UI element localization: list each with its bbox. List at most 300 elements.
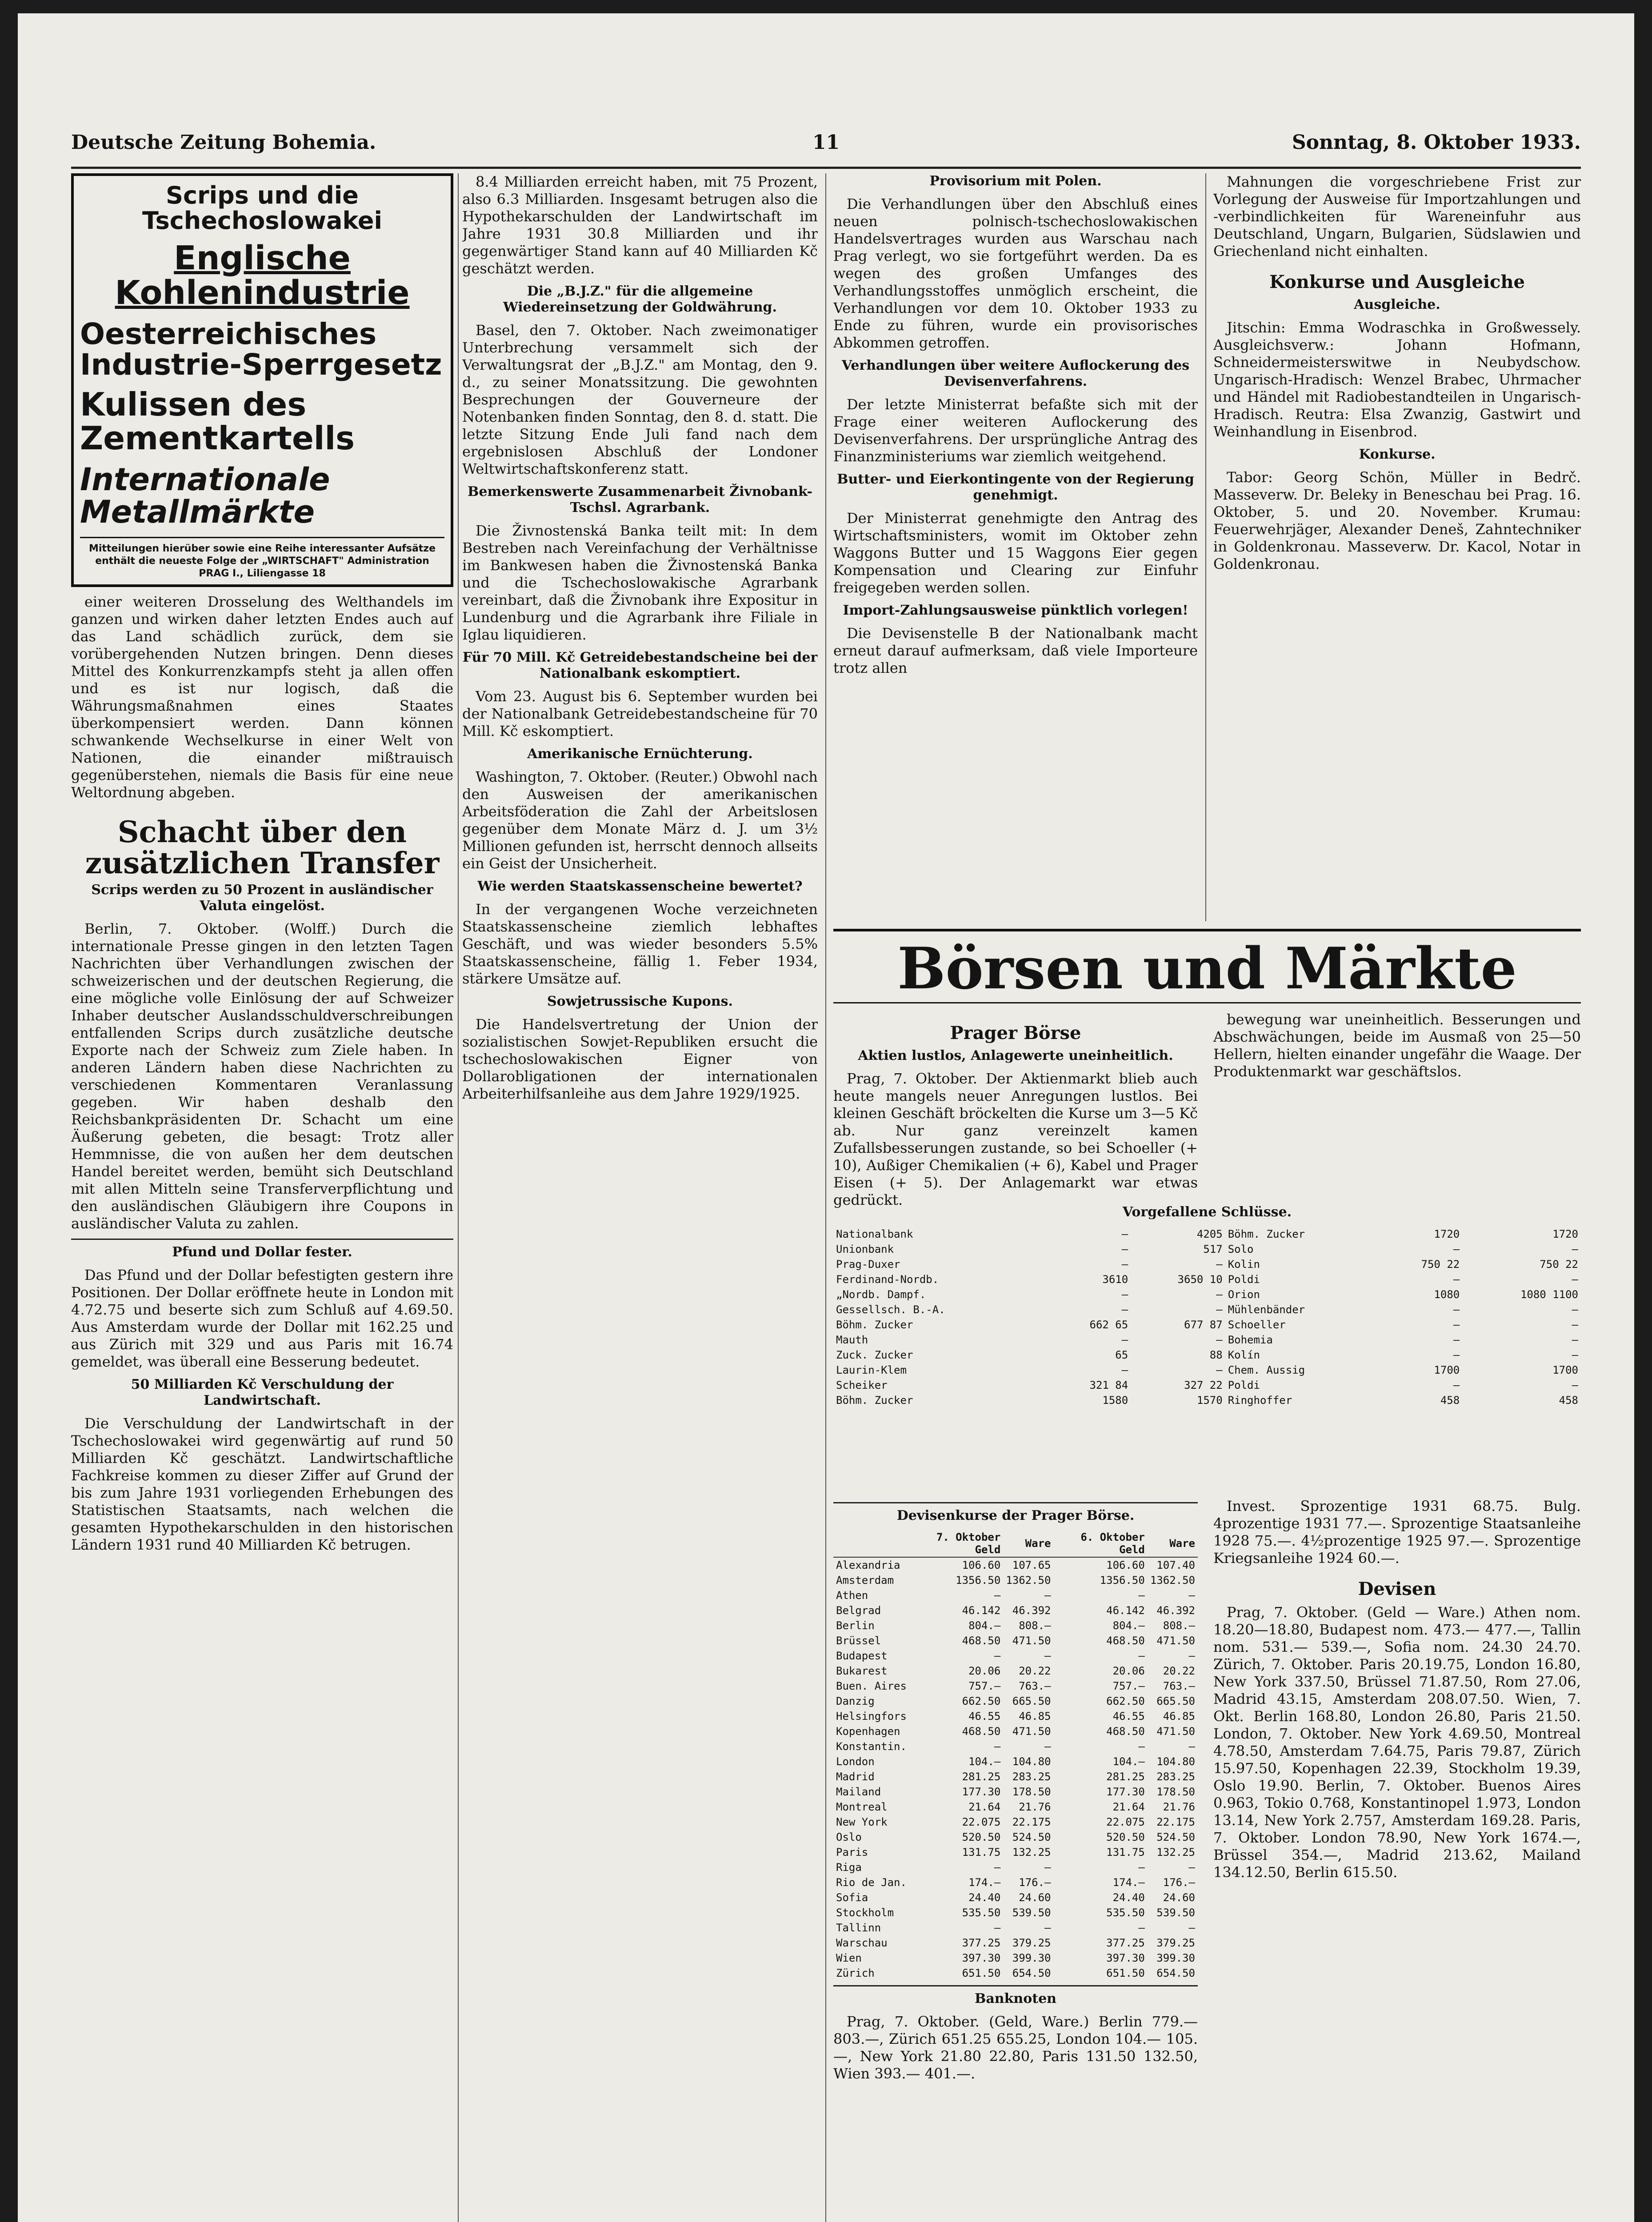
table-cell: 399.30 xyxy=(1012,1952,1051,1964)
table-cell: Poldi xyxy=(1228,1273,1260,1286)
divider xyxy=(833,929,1581,931)
article-text: Die Verschuldung der Landwirtschaft in der Tschechoslowakei wird gegenwärtig auf rund 50 Milliarden Kč geschätzt. Landwirtschaftliche Fachkreise kommen zu dieser Ziffer auf Grund der bis zum Jahre 1931 vorliegenden Erhebungen des Statistischen Staatsamts, nach welchen die gesamten Hypothekarschulden in den historischen Ländern 1931 rund 40 Milliarden Kč betrugen. xyxy=(71,1415,453,1553)
table-cell: — xyxy=(1216,1288,1223,1301)
table-cell: 517 xyxy=(1203,1243,1223,1255)
table-cell: 283.25 xyxy=(1156,1770,1195,1783)
table-cell: — xyxy=(1121,1258,1128,1271)
newspaper-page xyxy=(18,13,1634,2222)
table-cell: Brüssel xyxy=(836,1635,881,1647)
table-cell: 20.22 xyxy=(1163,1665,1195,1677)
table-cell: 178.50 xyxy=(1156,1786,1195,1798)
table-cell: 458 xyxy=(1440,1394,1460,1407)
table-cell: Böhm. Zucker xyxy=(836,1394,913,1407)
table-row xyxy=(833,1724,1198,1739)
table-cell: 176.— xyxy=(1019,1876,1051,1889)
table-cell: — xyxy=(1572,1349,1578,1361)
table-cell: 1080 xyxy=(1434,1288,1460,1301)
table-cell: 131.75 xyxy=(962,1846,1001,1858)
table-cell: 471.50 xyxy=(1156,1725,1195,1738)
table-cell: Ringhoffer xyxy=(1228,1394,1292,1407)
ad-line: Englische Kohlenindustrie xyxy=(115,239,410,312)
table-cell: — xyxy=(1138,1589,1145,1602)
table-cell: 808.— xyxy=(1163,1619,1195,1632)
table-cell: 107.65 xyxy=(1012,1559,1051,1571)
table-cell: — xyxy=(1572,1273,1578,1286)
table-cell: 104.— xyxy=(968,1755,1001,1768)
table-cell: — xyxy=(1121,1243,1128,1255)
table-cell: Bukarest xyxy=(836,1665,888,1677)
table-row xyxy=(833,1242,1581,1257)
table-row xyxy=(833,1618,1198,1633)
table-row xyxy=(833,1920,1198,1935)
table-cell: — xyxy=(1121,1228,1128,1240)
table-cell: Zuck. Zucker xyxy=(836,1349,913,1361)
table-row xyxy=(833,1227,1581,1242)
article-text: bewegung war uneinheitlich. Besserungen und Abschwächungen, beide im Ausmaß von 25—50 Hellern, hielten einander ungefähr die Waage. Der Produktenmarkt war geschäftslos. xyxy=(1213,1011,1581,1080)
article-text: Vom 23. August bis 6. September wurden bei der Nationalbank Getreidebestandscheine für 70 Mill. Kč eskomptiert. xyxy=(462,688,818,739)
article-text: Tabor: Georg Schön, Müller in Bedrč. Masseverw. Dr. Beleky in Beneschau bei Prag. 16. Oktober, 5. und 20. November. Krumau: Feuerwehrjäger, Alexander Deneš, Zahntechniker in Goldenkronau. Masseverw. Dr. Kacol, Notar in Goldenkronau. xyxy=(1213,469,1581,572)
issue-date: Sonntag, 8. Oktober 1933. xyxy=(1292,131,1581,154)
table-cell: 46.392 xyxy=(1156,1604,1195,1617)
table-cell: — xyxy=(1453,1379,1460,1391)
table-cell: — xyxy=(994,1922,1001,1934)
article-text: Basel, den 7. Oktober. Nach zweimonatiger Unterbrechung versammelt sich der Verwaltungsrat der „B.J.Z." am Montag, den 9. d., zu seiner Monatssitzung. Die gewohnten Besprechungen der Gouverneure der Notenbanken finden Sonntag, den 8. d. statt. Die letzte Sitzung Ende Juli fand nach dem ergebnislosen Abschluß der Londoner Weltwirtschaftskonferenz statt. xyxy=(462,322,818,477)
table-row xyxy=(833,1905,1198,1920)
table-cell: — xyxy=(1138,1861,1145,1874)
table-cell: — xyxy=(1572,1334,1578,1346)
table-row xyxy=(833,1588,1198,1603)
section-heading: Sowjetrussische Kupons. xyxy=(547,994,733,1009)
table-cell: Oslo xyxy=(836,1831,862,1843)
table-cell: Wien xyxy=(836,1952,862,1964)
table-cell: Scheiker xyxy=(836,1379,888,1391)
table-cell: 524.50 xyxy=(1156,1831,1195,1843)
table-cell: — xyxy=(1216,1303,1223,1316)
table-cell: Orion xyxy=(1228,1288,1260,1301)
section-heading: Prager Börse xyxy=(950,1023,1081,1043)
table-cell: 174.— xyxy=(968,1876,1001,1889)
table-cell: 654.50 xyxy=(1012,1967,1051,1979)
table-cell: — xyxy=(1188,1589,1195,1602)
table-cell: „Nordb. Dampf. xyxy=(836,1288,926,1301)
table-cell: 1362.50 xyxy=(1006,1574,1051,1587)
article-headline: Schacht über den zusätzlichen Transfer xyxy=(85,814,440,880)
article-text: Prag, 7. Oktober. Der Aktienmarkt blieb auch heute mangels neuer Anregungen lustlos. Bei kleinen Geschäft bröckelten die Kurse um 3—5 Kč ab. Nur ganz vereinzelt kamen Zufallsbesserungen zustande, so bei Schoeller (+ 10), Außiger Chemikalien (+ 6), Kabel und Prager Eisen (+ 5). Der Anlagemarkt war etwas gedrückt. xyxy=(833,1070,1198,1208)
table-row xyxy=(833,1966,1198,1981)
table-cell: 106.60 xyxy=(1106,1559,1145,1571)
table-cell: — xyxy=(1572,1319,1578,1331)
table-cell: — xyxy=(1138,1740,1145,1753)
table-cell: 757.— xyxy=(1112,1680,1145,1692)
table-cell: 808.— xyxy=(1019,1619,1051,1632)
table-row xyxy=(833,1557,1198,1573)
table-cell: London xyxy=(836,1755,875,1768)
closing-table-block xyxy=(833,1204,1581,1408)
column-rule xyxy=(1205,173,1206,921)
table-cell: 535.50 xyxy=(962,1906,1001,1919)
article-text: Berlin, 7. Oktober. (Wolff.) Durch die internationale Presse gingen in den letzten Tagen Nachrichten über Verhandlungen zwischen der schweizerischen und der deutschen Regierung, die eine mögliche volle Einlösung der auf Schweizer Inhaber deutscher Auslandsschuldverschreibungen entfallenden Scrips durch zusätzliche deutsche Exporte nach der Schweiz zum Ziele haben. In anderen Ländern haben diese Nachrichten zu verschiedenen Kommentaren Veranlassung gegeben. Wir haben deshalb den Reichsbankpräsidenten Dr. Schacht um eine Äußerung gebeten, die besagt: Trotz aller Hemmnisse, die von außen her dem deutschen Handel bereitet werden, bemüht sich Deutschland mit allen Mitteln seine Transferverpflichtung und den ausländischen Gläubigern ihre Coupons in ausländischer Valuta zu zahlen. xyxy=(71,920,453,1232)
section-heading: Konkurse und Ausgleiche xyxy=(1269,272,1525,292)
table-cell: 106.60 xyxy=(962,1559,1001,1571)
table-cell: 46.55 xyxy=(968,1710,1001,1722)
table-cell: 539.50 xyxy=(1012,1906,1051,1919)
section-heading: Amerikanische Ernüchterung. xyxy=(527,746,753,762)
table-row xyxy=(833,1257,1581,1272)
table-cell: 1700 xyxy=(1434,1364,1460,1376)
table-cell: — xyxy=(1121,1364,1128,1376)
table-cell: 178.50 xyxy=(1012,1786,1051,1798)
section-heading: Bemerkenswerte Zusammenarbeit Živnobank-Tschsl. Agrarbank. xyxy=(468,484,812,516)
table-cell: 22.175 xyxy=(1156,1816,1195,1828)
table-cell: Bohemia xyxy=(1228,1334,1273,1346)
table-cell: Montreal xyxy=(836,1801,888,1813)
subsection-heading: Aktien lustlos, Anlagewerte uneinheitlich. xyxy=(858,1048,1173,1063)
ad-line: Internationale Metallmärkte xyxy=(80,461,330,531)
table-row xyxy=(833,1890,1198,1905)
table-cell: 1356.50 xyxy=(1100,1574,1145,1587)
table-cell: — xyxy=(994,1861,1001,1874)
table-cell: 88 xyxy=(1209,1349,1223,1361)
table-row xyxy=(833,1378,1581,1393)
table-cell: Rio de Jan. xyxy=(836,1876,907,1889)
table-row xyxy=(833,1347,1581,1363)
table-cell: 22.075 xyxy=(1106,1816,1145,1828)
table-cell: 1356.50 xyxy=(956,1574,1001,1587)
table-row xyxy=(833,1935,1198,1950)
table-cell: 283.25 xyxy=(1012,1770,1051,1783)
table-cell: — xyxy=(1044,1740,1051,1753)
table-cell: — xyxy=(1216,1258,1223,1271)
ad-note: Mitteilungen hierüber sowie eine Reihe interessanter Aufsätze enthält die neueste Folge der „WIRTSCHAFT" Administration PRAG I., Liliengasse 18 xyxy=(80,537,444,580)
column-header: Ware xyxy=(1148,1530,1198,1557)
table-row xyxy=(833,1317,1581,1332)
article-text: Mahnungen die vorgeschriebene Frist zur Vorlegung der Ausweise für Importzahlungen und -verbindlichkeiten für Wareneinfuhr aus Deutschland, Ungarn, Bulgarien, Südslawien und Griechenland nicht einhalten. xyxy=(1213,173,1581,260)
devisen-block xyxy=(833,1498,1198,2089)
table-cell: Helsingfors xyxy=(836,1710,907,1722)
table-cell: 177.30 xyxy=(962,1786,1001,1798)
table-cell: 665.50 xyxy=(1012,1695,1051,1707)
table-cell: Prag-Duxer xyxy=(836,1258,900,1271)
column-3 xyxy=(833,173,1198,903)
divider xyxy=(833,1985,1198,1986)
table-cell: 662.50 xyxy=(962,1695,1001,1707)
table-row xyxy=(833,1799,1198,1814)
table-cell: Stockholm xyxy=(836,1906,894,1919)
table-cell: 750 22 xyxy=(1540,1258,1578,1271)
table-cell: — xyxy=(1453,1319,1460,1331)
devisen-table xyxy=(833,1530,1198,1981)
table-cell: — xyxy=(1572,1379,1578,1391)
table-cell: 46.392 xyxy=(1012,1604,1051,1617)
table-cell: Böhm. Zucker xyxy=(1228,1228,1305,1240)
table-cell: 24.40 xyxy=(1112,1891,1145,1904)
table-cell: Madrid xyxy=(836,1770,875,1783)
table-cell: Kolin xyxy=(1228,1258,1260,1271)
article-text: Invest. Sprozentige 1931 68.75. Bulg. 4prozentige 1931 77.—. Sprozentige Staatsanleihe 1928 75.—. 4½prozentige 1925 97.—. Sprozentige Kriegsanleihe 1924 60.—. xyxy=(1213,1498,1581,1567)
article-text: Die Živnostenská Banka teilt mit: In dem Bestreben nach Vereinfachung der Verhältnisse im Bankwesen haben die Živnostenská Banka und die Tschechoslowakische Agrarbank vereinbart, daß die Živnobank ihre Expositur in Lundenburg und die Agrarbank ihre Filiale in Iglau liquidieren. xyxy=(462,522,818,643)
table-cell: 132.25 xyxy=(1156,1846,1195,1858)
table-cell: Nationalbank xyxy=(836,1228,913,1240)
table-cell: Warschau xyxy=(836,1937,888,1949)
table-cell: Ferdinand-Nordb. xyxy=(836,1273,939,1286)
table-cell: 132.25 xyxy=(1012,1846,1051,1858)
table-cell: Danzig xyxy=(836,1695,875,1707)
table-cell: 3650 10 xyxy=(1177,1273,1223,1286)
table-cell: 763.— xyxy=(1163,1680,1195,1692)
table-cell: 379.25 xyxy=(1012,1937,1051,1949)
table-row xyxy=(833,1648,1198,1663)
table-cell: 520.50 xyxy=(1106,1831,1145,1843)
table-cell: 46.85 xyxy=(1019,1710,1051,1722)
table-cell: 468.50 xyxy=(962,1725,1001,1738)
page-header xyxy=(71,127,1581,169)
table-cell: Laurin-Klem xyxy=(836,1364,907,1376)
table-cell: 377.25 xyxy=(1106,1937,1145,1949)
table-cell: — xyxy=(1188,1650,1195,1662)
table-cell: 104.— xyxy=(1112,1755,1145,1768)
table-cell: — xyxy=(1453,1334,1460,1346)
table-cell: Unionbank xyxy=(836,1243,894,1255)
table-row xyxy=(833,1363,1581,1378)
table-cell: — xyxy=(1216,1364,1223,1376)
table-cell: 22.075 xyxy=(962,1816,1001,1828)
column-header: 6. Oktober Geld xyxy=(1053,1530,1147,1557)
table-cell: Solo xyxy=(1228,1243,1254,1255)
table-cell: — xyxy=(1121,1288,1128,1301)
divider xyxy=(833,1502,1198,1503)
table-cell: 458 xyxy=(1559,1394,1578,1407)
table-cell: — xyxy=(1453,1303,1460,1316)
table-cell: 321 84 xyxy=(1089,1379,1128,1391)
table-cell: 1700 xyxy=(1552,1364,1578,1376)
article-text: Jitschin: Emma Wodraschka in Großwessely. Ausgleichsverw.: Johann Hofmann, Schneidermeisterswitwe in Neubydschow. Ungarisch-Hradisch: Wenzel Brabec, Uhrmacher und Händel mit Radiobestandteilen in Ungarisch-Hradisch. Reutra: Elsa Zwanzig, Gastwirt und Weinhandlung in Eisenbrod. xyxy=(1213,319,1581,440)
table-row xyxy=(833,1663,1198,1678)
table-cell: — xyxy=(994,1650,1001,1662)
table-cell: — xyxy=(1453,1243,1460,1255)
table-cell: — xyxy=(1453,1273,1460,1286)
table-cell: — xyxy=(1453,1349,1460,1361)
table-cell: 327 22 xyxy=(1184,1379,1223,1391)
table-row xyxy=(833,1860,1198,1875)
table-cell: 665.50 xyxy=(1156,1695,1195,1707)
article-text: Der Ministerrat genehmigte den Antrag des Wirtschaftsministers, womit im Oktober zehn Waggons Butter und 15 Waggons Eier gegen Kompensation und Clearing zur Einfuhr freigegeben werden sollen. xyxy=(833,510,1198,596)
table-cell: 46.85 xyxy=(1163,1710,1195,1722)
table-cell: 174.— xyxy=(1112,1876,1145,1889)
table-cell: — xyxy=(1138,1922,1145,1934)
section-heading: Import-Zahlungsausweise pünktlich vorlegen! xyxy=(843,603,1188,618)
divider xyxy=(833,1002,1581,1003)
table-cell: 46.55 xyxy=(1112,1710,1145,1722)
table-cell: 20.06 xyxy=(968,1665,1001,1677)
column-rule xyxy=(825,173,826,2222)
column-4 xyxy=(1213,173,1581,903)
article-text: Das Pfund und der Dollar befestigten gestern ihre Positionen. Der Dollar eröffnete heute in London mit 4.72.75 und beserte sich zum Schluß auf 4.69.50. Aus Amsterdam wurde der Dollar mit 162.25 und aus Zürich mit 329 und aus Paris mit 16.74 gemeldet, was überall eine Besserung bedeutet. xyxy=(71,1266,453,1370)
table-cell: 471.50 xyxy=(1012,1725,1051,1738)
table-cell: 520.50 xyxy=(962,1831,1001,1843)
ad-line: Kulissen des Zementkartells xyxy=(80,386,355,457)
table-cell: Alexandria xyxy=(836,1559,900,1571)
table-row xyxy=(833,1287,1581,1302)
table-cell: Mauth xyxy=(836,1334,868,1346)
table-row xyxy=(833,1393,1581,1408)
table-cell: — xyxy=(1188,1922,1195,1934)
section-heading: Pfund und Dollar fester. xyxy=(172,1244,352,1260)
section-heading: Die „B.J.Z." für die allgemeine Wiedereinsetzung der Goldwährung. xyxy=(503,284,777,315)
closing-table xyxy=(833,1227,1581,1408)
table-cell: 104.80 xyxy=(1012,1755,1051,1768)
table-cell: Riga xyxy=(836,1861,862,1874)
table-cell: Konstantin. xyxy=(836,1740,907,1753)
table-cell: 21.64 xyxy=(968,1801,1001,1813)
table-cell: 20.22 xyxy=(1019,1665,1051,1677)
table-cell: Böhm. Zucker xyxy=(836,1319,913,1331)
table-cell: Buen. Aires xyxy=(836,1680,907,1692)
table-cell: — xyxy=(1044,1922,1051,1934)
column-header: Ware xyxy=(1003,1530,1053,1557)
table-row xyxy=(833,1709,1198,1724)
table-cell: 468.50 xyxy=(1106,1725,1145,1738)
table-cell: 24.40 xyxy=(968,1891,1001,1904)
devisen-ext-block xyxy=(1213,1498,1581,1887)
table-cell: 397.30 xyxy=(1106,1952,1145,1964)
table-cell: 397.30 xyxy=(962,1952,1001,1964)
table-cell: Poldi xyxy=(1228,1379,1260,1391)
table-cell: 468.50 xyxy=(962,1635,1001,1647)
table-cell: 177.30 xyxy=(1106,1786,1145,1798)
table-row xyxy=(833,1845,1198,1860)
table-row xyxy=(833,1754,1198,1769)
table-cell: 21.76 xyxy=(1163,1801,1195,1813)
table-cell: 1720 xyxy=(1434,1228,1460,1240)
table-cell: 104.80 xyxy=(1156,1755,1195,1768)
table-cell: 377.25 xyxy=(962,1937,1001,1949)
table-cell: 804.— xyxy=(1112,1619,1145,1632)
ad-line: Oesterreichisches Industrie-Sperrgesetz xyxy=(80,316,442,382)
table-cell: — xyxy=(1188,1861,1195,1874)
table-row xyxy=(833,1603,1198,1618)
article-text: Der letzte Ministerrat befaßte sich mit der Frage einer weiteren Auflockerung des Devisenverfahrens. Der ursprüngliche Antrag des Finanzministeriums war ziemlich weitgehend. xyxy=(833,396,1198,465)
table-cell: 750 22 xyxy=(1421,1258,1460,1271)
table-cell: Mailand xyxy=(836,1786,881,1798)
table-cell: 1720 xyxy=(1552,1228,1578,1240)
table-cell: 281.25 xyxy=(1106,1770,1145,1783)
article-text: Die Devisenstelle B der Nationalbank macht erneut darauf aufmerksam, daß viele Importeure trotz allen xyxy=(833,625,1198,676)
table-cell: Mühlenbänder xyxy=(1228,1303,1305,1316)
column-1 xyxy=(71,173,453,2222)
table-cell: 662.50 xyxy=(1106,1695,1145,1707)
table-cell: 471.50 xyxy=(1156,1635,1195,1647)
article-subheadline: Scrips werden zu 50 Prozent in ausländischer Valuta eingelöst. xyxy=(91,882,433,914)
masthead-name: Deutsche Zeitung Bohemia. xyxy=(71,131,376,154)
table-row xyxy=(833,1332,1581,1347)
section-heading: Butter- und Eierkontingente von der Regierung genehmigt. xyxy=(837,472,1194,503)
table-cell: 677 87 xyxy=(1184,1319,1223,1331)
table-heading: Banknoten xyxy=(975,1991,1056,2006)
table-cell: Belgrad xyxy=(836,1604,881,1617)
table-row xyxy=(833,1830,1198,1845)
table-cell: 1580 xyxy=(1102,1394,1128,1407)
table-cell: 24.60 xyxy=(1019,1891,1051,1904)
table-cell: 468.50 xyxy=(1106,1635,1145,1647)
table-cell: 651.50 xyxy=(1106,1967,1145,1979)
table-cell: Paris xyxy=(836,1846,868,1858)
table-cell: 804.— xyxy=(968,1619,1001,1632)
table-cell: 3610 xyxy=(1102,1273,1128,1286)
table-row xyxy=(833,1739,1198,1754)
divider xyxy=(71,1239,453,1240)
subsection-heading: Ausgleiche. xyxy=(1354,297,1440,312)
subsection-heading: Konkurse. xyxy=(1359,447,1436,462)
table-cell: 20.06 xyxy=(1112,1665,1145,1677)
table-cell: Sofia xyxy=(836,1891,868,1904)
table-cell: 379.25 xyxy=(1156,1937,1195,1949)
table-cell: Tallinn xyxy=(836,1922,881,1934)
table-cell: — xyxy=(1216,1334,1223,1346)
table-cell: 1362.50 xyxy=(1150,1574,1195,1587)
section-heading: Provisorium mit Polen. xyxy=(929,173,1102,189)
table-cell: — xyxy=(1138,1650,1145,1662)
prague-bourse xyxy=(833,1011,1198,1215)
article-text: Die Handelsvertretung der Union der sozialistischen Sowjet-Republiken ersucht die tschechoslowakischen Eigner von Dollarobligationen der internationalen Arbeiterhilfsanleihe aus dem Jahre 1929/1925. xyxy=(462,1016,818,1102)
table-row xyxy=(833,1302,1581,1317)
column-header: 7. Oktober Geld xyxy=(909,1530,1003,1557)
table-heading: Vorgefallene Schlüsse. xyxy=(1122,1204,1292,1220)
table-cell: 662 65 xyxy=(1089,1319,1128,1331)
table-cell: 4205 xyxy=(1196,1228,1223,1240)
table-cell: — xyxy=(1188,1740,1195,1753)
table-cell: 757.— xyxy=(968,1680,1001,1692)
table-cell: Zürich xyxy=(836,1967,875,1979)
article-text: Prag, 7. Oktober. (Geld — Ware.) Athen nom. 18.20—18.80, Budapest nom. 473.— 477.—, Tallin nom. 531.— 539.—, Sofia nom. 24.30 24.70. Zürich, 7. Oktober. Paris 20.19.75, London 16.80, New York 337.50, Brüssel 71.87.50, Rom 27.06, Madrid 43.15, Amsterdam 208.07.50. Wien, 7. Okt. Berlin 168.80, London 26.80, Paris 21.50. London, 7. Oktober. New York 4.69.50, Montreal 4.78.50, Amsterdam 7.64.75, Paris 79.87, Zürich 15.97.50, Kopenhagen 22.39, Stockholm 19.39, Oslo 19.90. Berlin, 7. Oktober. Buenos Aires 0.963, Tokio 0.768, Konstantinopel 1.973, London 13.14, New York 2.757, Amsterdam 169.28. Paris, 7. Oktober. London 78.90, New York 1674.—, Brüssel 354.—, Madrid 213.62, Mailand 134.12.50, Berlin 615.50. xyxy=(1213,1604,1581,1881)
column-header xyxy=(833,1530,909,1557)
table-cell: 535.50 xyxy=(1106,1906,1145,1919)
table-cell: Athen xyxy=(836,1589,868,1602)
table-cell: 281.25 xyxy=(962,1770,1001,1783)
table-cell: — xyxy=(1121,1334,1128,1346)
table-cell: 654.50 xyxy=(1156,1967,1195,1979)
table-cell: 1570 xyxy=(1196,1394,1223,1407)
table-cell: — xyxy=(994,1589,1001,1602)
table-row xyxy=(833,1875,1198,1890)
article-text: Prag, 7. Oktober. (Geld, Ware.) Berlin 779.— 803.—, Zürich 651.25 655.25, London 104.— 105.—, New York 21.80 22.80, Paris 131.50 132.50, Wien 393.— 401.—. xyxy=(833,2013,1198,2082)
table-cell: Amsterdam xyxy=(836,1574,894,1587)
table-cell: 131.75 xyxy=(1106,1846,1145,1858)
table-cell: 46.142 xyxy=(962,1604,1001,1617)
table-row xyxy=(833,1272,1581,1287)
section-heading: 50 Milliarden Kč Verschuldung der Landwirtschaft. xyxy=(131,1376,394,1408)
section-heading: Verhandlungen über weitere Auflockerung des Devisenverfahrens. xyxy=(841,358,1190,389)
article-text: einer weiteren Drosselung des Welthandels im ganzen und wirken daher letzten Endes auch auf das Land schädlich zurück, dem sie vorübergehenden Nutzen bringen. Denn dieses Mittel des Konkurrenzkampfs steht ja allen offen und es ist nur logisch, daß die Währungsmaßnahmen eines Staates überkompensiert werden. Dann können schwankende Wechselkurse in einer Welt von Nationen, die einander mißtrauisch gegenüberstehen, niemals die Basis für eine neue Weltordnung abgeben. xyxy=(71,593,453,801)
table-cell: Gessellsch. B.-A. xyxy=(836,1303,945,1316)
table-row xyxy=(833,1633,1198,1648)
table-cell: 539.50 xyxy=(1156,1906,1195,1919)
table-cell: Budapest xyxy=(836,1650,888,1662)
table-cell: 471.50 xyxy=(1012,1635,1051,1647)
table-cell: 22.175 xyxy=(1012,1816,1051,1828)
table-cell: — xyxy=(1044,1861,1051,1874)
page-number: 11 xyxy=(812,131,840,154)
table-cell: Berlin xyxy=(836,1619,875,1632)
table-cell: 107.40 xyxy=(1156,1559,1195,1571)
table-row xyxy=(833,1573,1198,1588)
table-cell: 651.50 xyxy=(962,1967,1001,1979)
table-cell: 46.142 xyxy=(1106,1604,1145,1617)
section-heading: Wie werden Staatskassenscheine bewertet? xyxy=(477,879,803,894)
prague-bourse-cont xyxy=(1213,1011,1581,1087)
advertisement-box xyxy=(71,173,453,587)
table-cell: 65 xyxy=(1115,1349,1128,1361)
table-cell: Kopenhagen xyxy=(836,1725,900,1738)
